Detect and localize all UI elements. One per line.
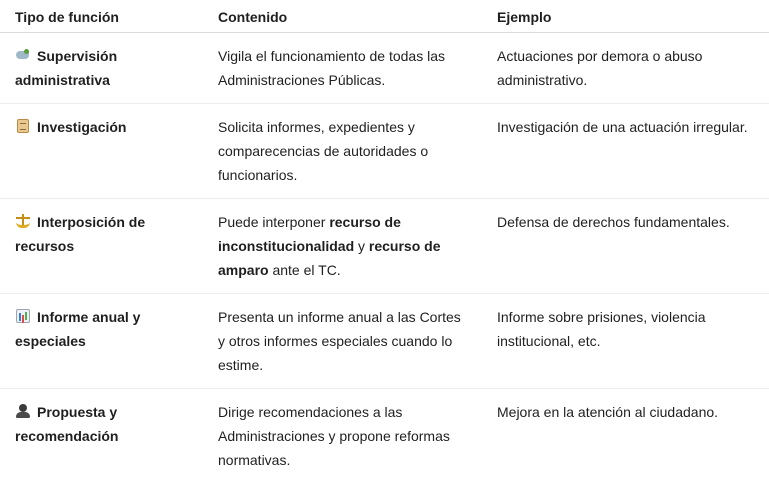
table-row: [0, 103, 769, 198]
table-row: [0, 198, 769, 293]
scales-icon: [15, 213, 31, 229]
contenido-cell: Presenta un informe anual a las Cortes y otros informes especiales cuando lo estime.: [217, 293, 497, 388]
ejemplo-cell: Investigación de una actuación irregular.: [497, 103, 769, 198]
bar-chart-icon: [15, 308, 31, 324]
contenido-cell: Vigila el funcionamiento de todas las Administraciones Públicas.: [217, 32, 497, 103]
tipo-label: Investigación: [37, 118, 127, 135]
dove-icon: [15, 47, 31, 63]
header-ejemplo: Ejemplo: [497, 0, 769, 32]
bold-term: recurso de inconstitucionalidad: [218, 213, 401, 254]
contenido-text: ante el TC.: [268, 261, 341, 278]
scroll-icon: [15, 118, 31, 134]
person-icon: [15, 403, 31, 419]
contenido-text: Puede interponer: [218, 213, 330, 230]
bold-term: recurso de amparo: [218, 237, 441, 278]
header-contenido: Contenido: [217, 0, 497, 32]
tipo-cell: [0, 293, 217, 388]
contenido-cell: Dirige recomendaciones a las Administraciones y propone reformas normativas.: [218, 403, 450, 468]
table-header: [0, 0, 769, 32]
ejemplo-cell: Actuaciones por demora o abuso administrativo.: [497, 32, 769, 103]
tipo-cell: [0, 103, 217, 198]
tipo-label: Informe anual y especiales: [15, 308, 141, 349]
tipo-cell: [0, 32, 217, 103]
contenido-cell: [217, 198, 497, 293]
contenido-cell: Solicita informes, expedientes y comparecencias de autoridades o funcionarios.: [217, 103, 497, 198]
header-tipo: Tipo de función: [0, 0, 217, 32]
ejemplo-cell: Informe sobre prisiones, violencia institucional, etc.: [497, 293, 769, 388]
tipo-cell: [0, 388, 217, 483]
ejemplo-cell: Mejora en la atención al ciudadano.: [497, 403, 719, 420]
table-row: [0, 388, 769, 483]
tipo-label: Interposición de recursos: [15, 213, 146, 254]
table-body: [0, 32, 769, 483]
table-row: [0, 32, 769, 103]
header-row: [0, 0, 769, 32]
tipo-cell: [0, 198, 217, 293]
ejemplo-cell: Defensa de derechos fundamentales.: [497, 198, 769, 293]
tipo-label: Supervisión administrativa: [15, 47, 118, 88]
table-row: [0, 293, 769, 388]
tipo-label: Propuesta y recomendación: [15, 403, 119, 444]
contenido-text: y: [354, 237, 369, 254]
